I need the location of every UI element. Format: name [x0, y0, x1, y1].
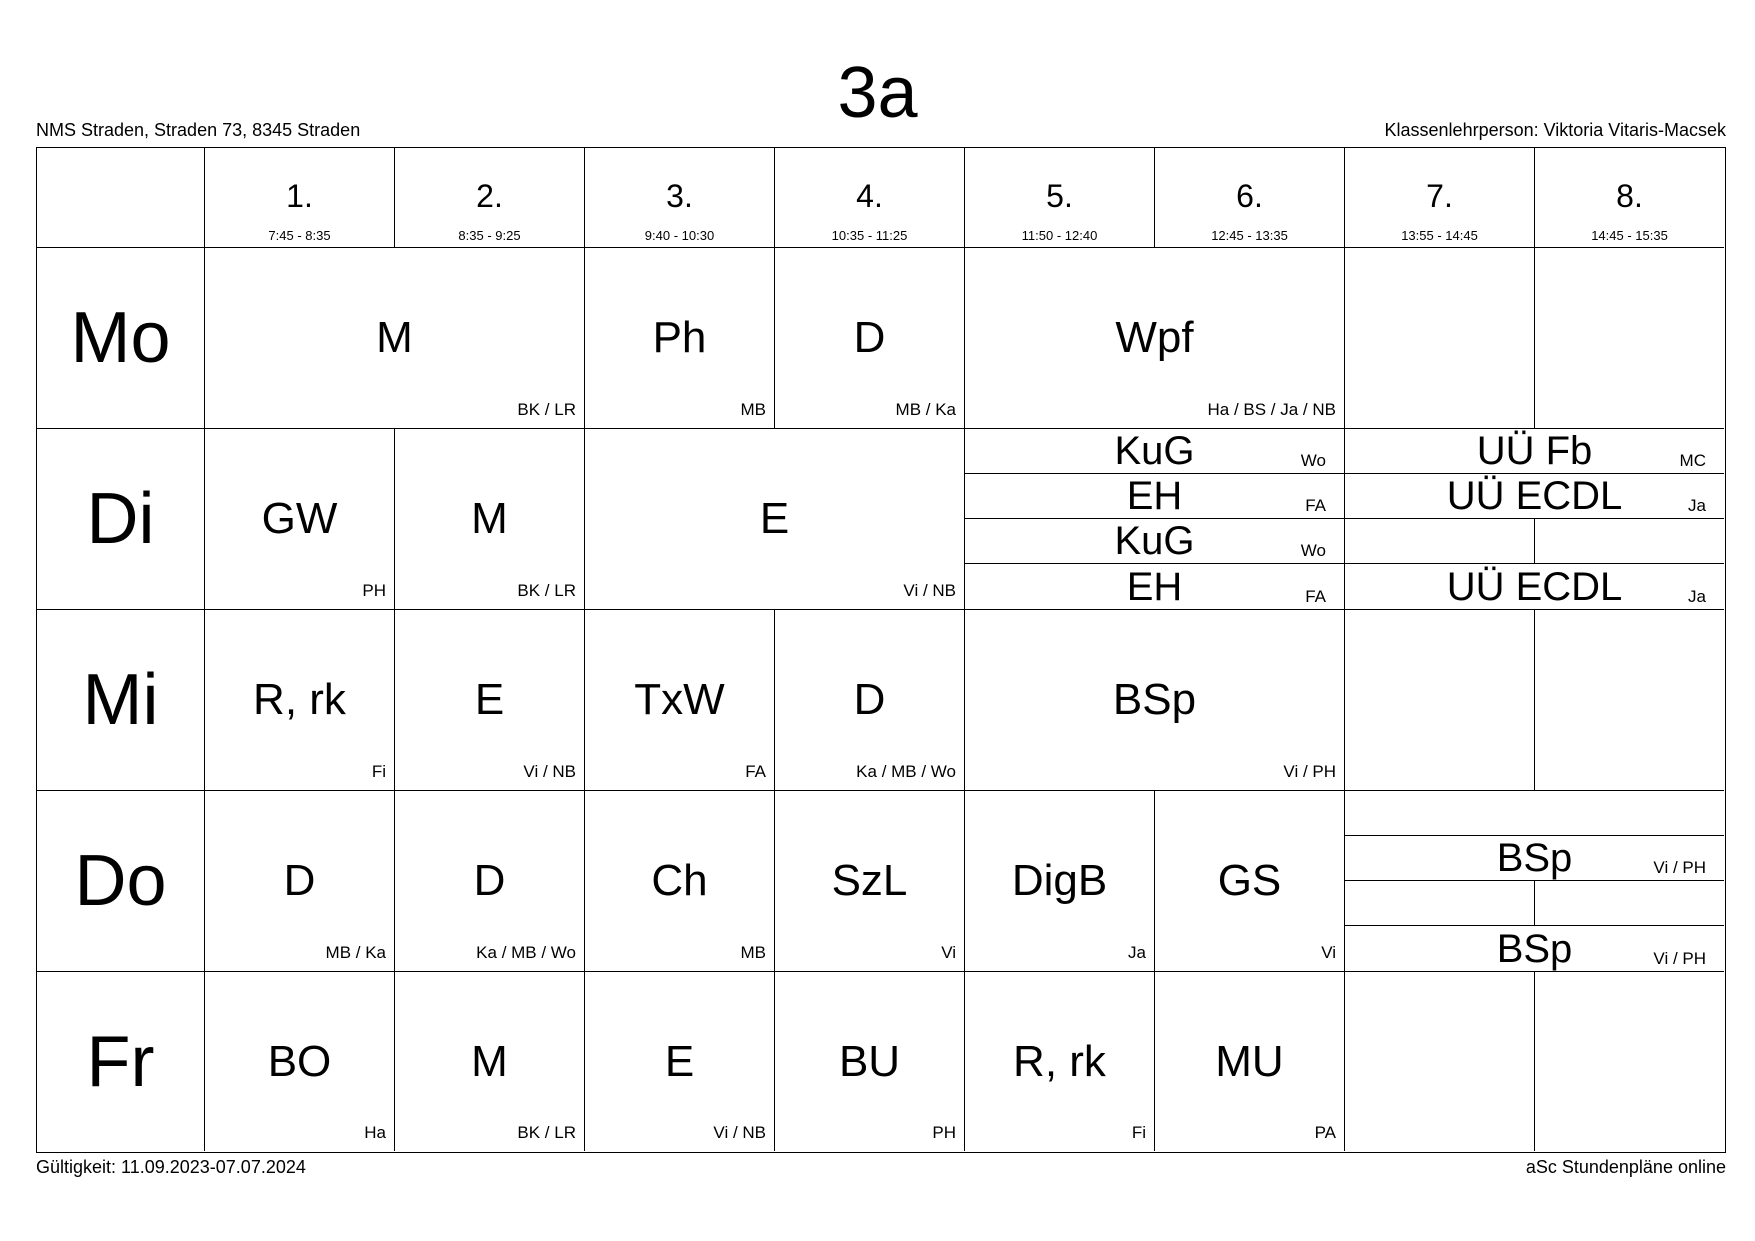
lesson-subject: E	[664, 1036, 695, 1086]
period-header	[585, 148, 775, 248]
lesson-teacher: Vi	[941, 943, 956, 962]
group-lesson-block	[1345, 429, 1724, 610]
divider	[1534, 519, 1535, 564]
lesson-cell	[965, 791, 1155, 972]
day-label: Di	[86, 479, 155, 559]
group-lesson	[965, 429, 1344, 474]
lesson-cell	[1155, 791, 1345, 972]
period-time: 7:45 - 8:35	[268, 228, 331, 243]
day-label-cell	[37, 972, 205, 1151]
lesson-subject: E	[759, 494, 790, 543]
group-lesson-block	[1345, 791, 1724, 972]
lesson-teacher: Fi	[1131, 1123, 1146, 1142]
lesson-teacher: Fi	[371, 762, 386, 781]
period-number: 1.	[286, 178, 313, 214]
lesson-cell	[205, 610, 395, 791]
lesson-subject: D	[283, 856, 316, 905]
empty-cell	[1535, 248, 1724, 429]
divider	[1534, 881, 1535, 926]
lesson-subject: M	[471, 494, 508, 543]
period-number: 8.	[1616, 178, 1643, 214]
lesson-cell	[585, 972, 775, 1151]
day-label: Fr	[86, 1021, 155, 1102]
empty-cell	[1345, 248, 1535, 429]
lesson-cell	[585, 429, 965, 610]
lesson-teacher: PH	[932, 1123, 956, 1142]
class-teacher: Klassenlehrperson: Viktoria Vitaris-Macsek	[1384, 120, 1726, 140]
lesson-subject: R, rk	[1013, 1036, 1106, 1086]
lesson-subject: BSp	[1496, 836, 1573, 880]
period-number: 4.	[856, 178, 883, 214]
period-header	[775, 148, 965, 248]
empty-cell	[1535, 972, 1724, 1151]
group-lesson	[965, 519, 1344, 564]
lesson-teacher: MB / Ka	[325, 943, 386, 962]
period-number: 3.	[666, 178, 693, 214]
lesson-subject: Ch	[651, 856, 708, 905]
validity-period: Gültigkeit: 11.09.2023-07.07.2024	[36, 1157, 306, 1177]
day-label: Mo	[70, 298, 171, 378]
period-time: 8:35 - 9:25	[458, 228, 521, 243]
lesson-cell	[205, 248, 585, 429]
lesson-teacher: PH	[362, 581, 386, 600]
lesson-teacher: Wo	[1300, 541, 1326, 560]
lesson-teacher: MB / Ka	[895, 400, 956, 419]
period-number: 7.	[1426, 178, 1453, 214]
period-header	[395, 148, 585, 248]
timetable-grid	[36, 147, 1726, 1153]
lesson-subject: GS	[1217, 856, 1282, 905]
lesson-subject: M	[471, 1036, 508, 1086]
lesson-cell	[205, 791, 395, 972]
group-lesson	[1345, 474, 1724, 519]
group-lesson-empty	[1345, 881, 1724, 926]
period-header	[205, 148, 395, 248]
lesson-teacher: FA	[1305, 496, 1326, 515]
period-header	[1155, 148, 1345, 248]
day-label: Mi	[82, 660, 159, 740]
lesson-subject: DigB	[1011, 856, 1108, 905]
lesson-cell	[205, 972, 395, 1151]
lesson-cell	[775, 610, 965, 791]
lesson-teacher: Ja	[1688, 496, 1706, 515]
lesson-teacher: Ja	[1128, 943, 1146, 962]
lesson-subject: SzL	[831, 856, 908, 905]
software-credit: aSc Stundenpläne online	[1525, 1157, 1726, 1177]
lesson-subject: BO	[267, 1036, 332, 1086]
lesson-cell	[585, 248, 775, 429]
lesson-subject: TxW	[634, 675, 725, 724]
lesson-teacher: Vi / NB	[523, 762, 576, 781]
lesson-subject: D	[853, 675, 886, 724]
lesson-cell	[965, 972, 1155, 1151]
school-address: NMS Straden, Straden 73, 8345 Straden	[36, 120, 361, 140]
day-label: Do	[74, 841, 167, 921]
period-time: 14:45 - 15:35	[1591, 228, 1668, 243]
lesson-subject: R, rk	[253, 675, 346, 724]
group-lesson-block	[965, 429, 1345, 610]
period-time: 11:50 - 12:40	[1021, 228, 1098, 243]
lesson-teacher: FA	[1305, 587, 1326, 606]
lesson-cell	[775, 791, 965, 972]
lesson-cell	[775, 972, 965, 1151]
lesson-cell	[395, 429, 585, 610]
period-number: 2.	[476, 178, 503, 214]
day-label-cell	[37, 791, 205, 972]
lesson-subject: UÜ ECDL	[1446, 564, 1623, 609]
lesson-subject: BU	[838, 1036, 901, 1086]
lesson-subject: M	[376, 313, 413, 362]
lesson-subject: UÜ ECDL	[1446, 474, 1623, 518]
lesson-cell	[395, 610, 585, 791]
lesson-subject: GW	[261, 494, 338, 543]
lesson-teacher: MC	[1679, 451, 1706, 470]
lesson-subject: EH	[1126, 474, 1183, 518]
corner-cell	[37, 148, 205, 248]
lesson-subject: E	[474, 675, 505, 724]
day-label-cell	[37, 248, 205, 429]
lesson-teacher: PA	[1314, 1123, 1336, 1142]
group-lesson	[1345, 429, 1724, 474]
empty-cell	[1345, 610, 1535, 791]
lesson-teacher: Ka / MB / Wo	[856, 762, 956, 781]
lesson-subject: KuG	[1114, 519, 1195, 563]
lesson-cell	[965, 610, 1345, 791]
lesson-teacher: Ha / BS / Ja / NB	[1207, 400, 1336, 419]
lesson-subject: Wpf	[1115, 313, 1194, 362]
lesson-teacher: Vi	[1321, 943, 1336, 962]
group-lesson	[965, 474, 1344, 519]
lesson-subject: UÜ Fb	[1476, 429, 1593, 473]
lesson-cell	[775, 248, 965, 429]
lesson-cell	[585, 791, 775, 972]
empty-cell	[1345, 972, 1535, 1151]
period-time: 12:45 - 13:35	[1211, 228, 1288, 243]
period-time: 13:55 - 14:45	[1401, 228, 1478, 243]
empty-cell	[1535, 610, 1724, 791]
day-label-cell	[37, 429, 205, 610]
lesson-cell	[395, 972, 585, 1151]
lesson-teacher: Vi / PH	[1653, 858, 1706, 877]
period-number: 5.	[1046, 178, 1073, 214]
lesson-subject: Ph	[652, 313, 707, 362]
lesson-subject: BSp	[1112, 675, 1197, 724]
lesson-teacher: BK / LR	[517, 581, 576, 600]
period-number: 6.	[1236, 178, 1263, 214]
lesson-teacher: FA	[745, 762, 766, 781]
lesson-cell	[585, 610, 775, 791]
class-title: 3a	[837, 53, 918, 133]
lesson-teacher: MB	[740, 400, 766, 419]
lesson-teacher: BK / LR	[517, 400, 576, 419]
period-header	[1535, 148, 1724, 248]
lesson-cell	[965, 248, 1345, 429]
lesson-subject: D	[473, 856, 506, 905]
lesson-teacher: Vi / NB	[903, 581, 956, 600]
lesson-subject: BSp	[1496, 926, 1573, 971]
lesson-subject: EH	[1126, 564, 1183, 609]
group-lesson	[1345, 926, 1724, 971]
lesson-teacher: Vi / PH	[1653, 949, 1706, 968]
lesson-teacher: Vi / PH	[1283, 762, 1336, 781]
lesson-subject: KuG	[1114, 429, 1195, 473]
lesson-teacher: Ja	[1688, 587, 1706, 606]
period-header	[1345, 148, 1535, 248]
period-header	[965, 148, 1155, 248]
lesson-teacher: Ha	[364, 1123, 386, 1142]
period-time: 10:35 - 11:25	[831, 228, 908, 243]
group-lesson-empty	[1345, 791, 1724, 836]
day-label-cell	[37, 610, 205, 791]
lesson-cell	[205, 429, 395, 610]
lesson-subject: MU	[1215, 1036, 1284, 1086]
lesson-teacher: Vi / NB	[713, 1123, 766, 1142]
group-lesson	[1345, 836, 1724, 881]
lesson-cell	[395, 791, 585, 972]
lesson-teacher: Ka / MB / Wo	[476, 943, 576, 962]
lesson-subject: D	[853, 313, 886, 362]
group-lesson-empty	[1345, 519, 1724, 564]
lesson-teacher: MB	[740, 943, 766, 962]
group-lesson	[1345, 564, 1724, 609]
lesson-teacher: BK / LR	[517, 1123, 576, 1142]
period-time: 9:40 - 10:30	[644, 228, 715, 243]
lesson-teacher: Wo	[1300, 451, 1326, 470]
group-lesson	[965, 564, 1344, 609]
lesson-cell	[1155, 972, 1345, 1151]
